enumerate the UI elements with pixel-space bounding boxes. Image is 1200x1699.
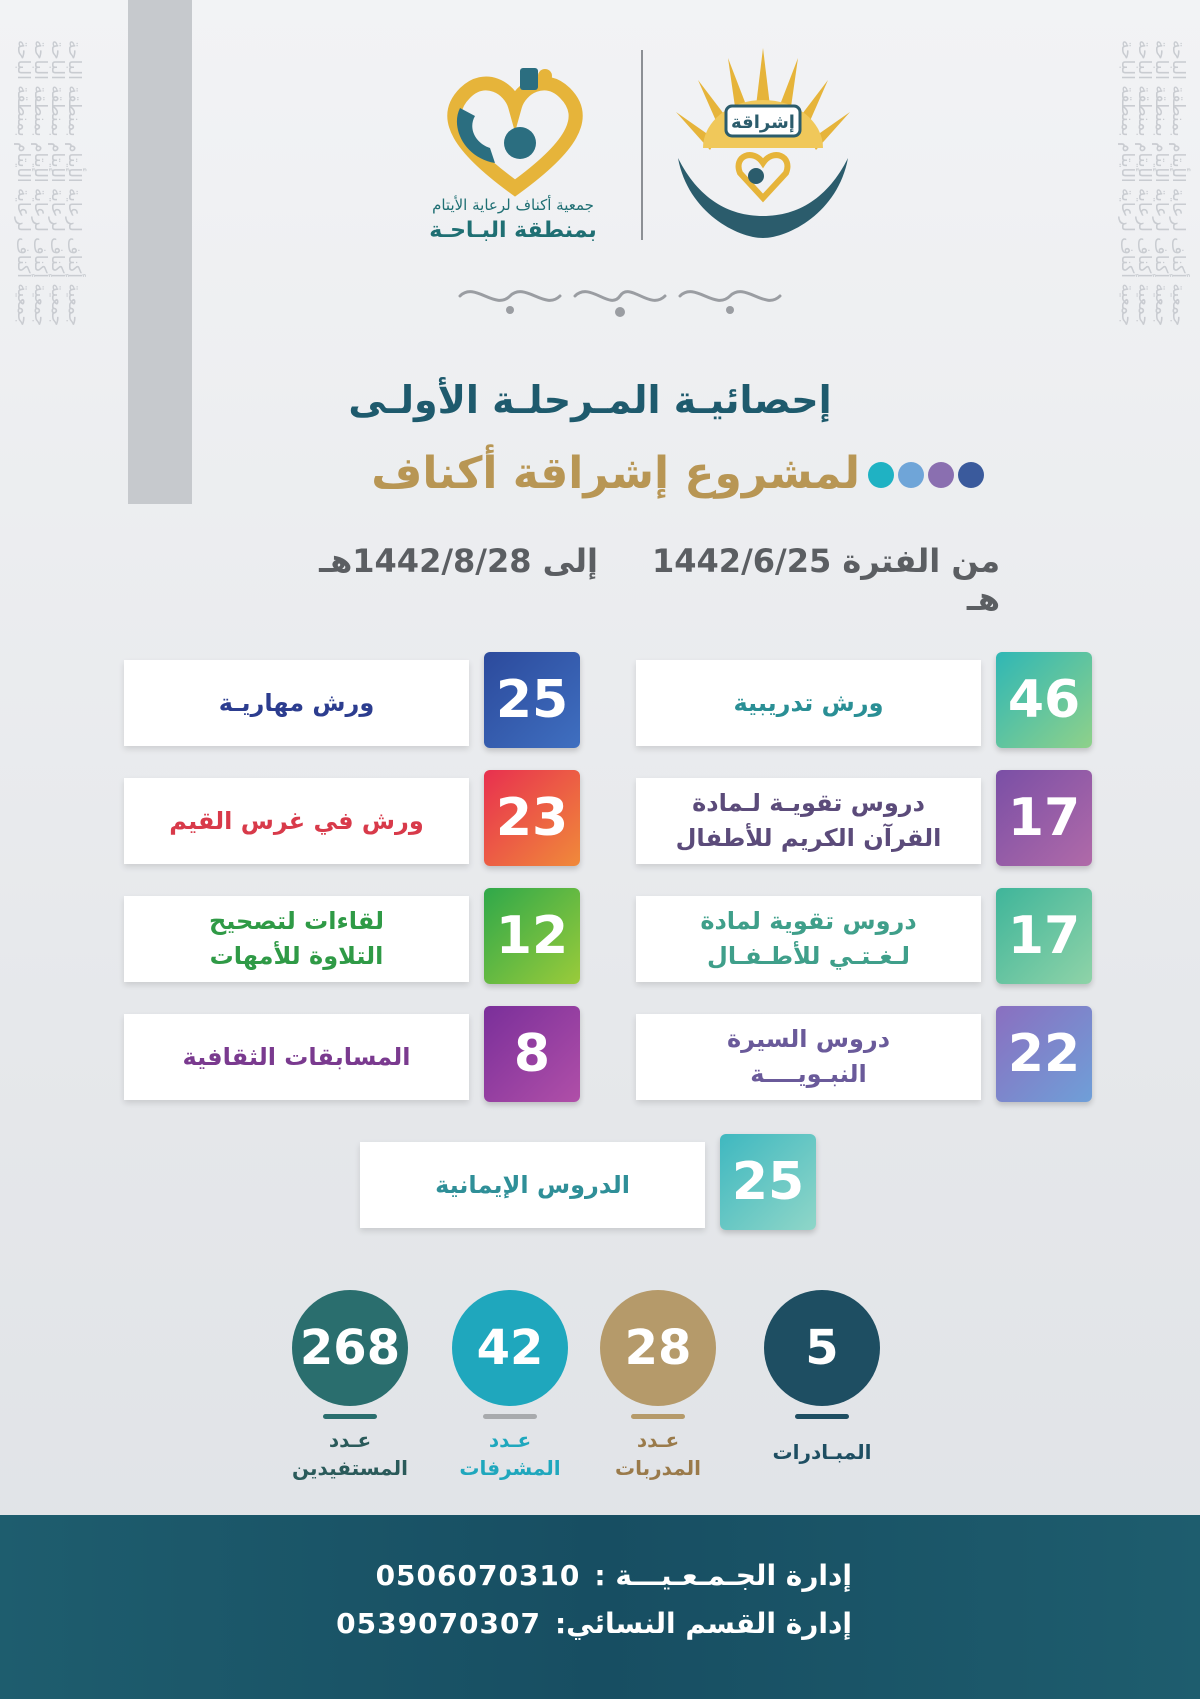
stat-label: المسابقات الثقافية	[182, 1042, 411, 1071]
title-line1: إحصائيـة المـرحلـة الأولـى	[348, 378, 832, 422]
summary-underline	[483, 1414, 537, 1419]
stat-label: لـغـتـي للأطـفـال	[707, 942, 910, 970]
stat-label: ورش تدريبية	[733, 688, 884, 717]
stat-card	[636, 1006, 1092, 1106]
stat-value: 46	[996, 652, 1092, 748]
watermark-text: جمعية أكناف لرعاية الأيتام بمنطقة الباحة	[47, 40, 67, 327]
summary-label: المستفيدين	[292, 1456, 408, 1480]
stat-value: 8	[484, 1006, 580, 1102]
stat-label-box	[636, 660, 981, 746]
watermark-text: جمعية أكناف لرعاية الأيتام بمنطقة الباحة	[64, 40, 84, 327]
watermark-text: جمعية أكناف لرعاية الأيتام بمنطقة الباحة	[1168, 40, 1188, 327]
color-dots	[868, 462, 984, 488]
stat-label: الدروس الإيمانية	[435, 1170, 630, 1199]
stat-value: 23	[484, 770, 580, 866]
stat-label: التلاوة للأمهات	[209, 942, 384, 970]
watermark-text: جمعية أكناف لرعاية الأيتام بمنطقة الباحة	[1134, 40, 1154, 327]
summary-label: المدربات	[615, 1456, 701, 1480]
summary-underline	[795, 1414, 849, 1419]
stat-label: دروس السيرة	[726, 1025, 891, 1054]
watermark-text: جمعية أكناف لرعاية الأيتام بمنطقة الباحة	[30, 40, 50, 327]
summary-label: المشرفات	[459, 1456, 561, 1480]
watermark-text: جمعية أكناف لرعاية الأيتام بمنطقة الباحة	[1117, 40, 1137, 327]
stat-label: ورش في غرس القيم	[169, 806, 424, 835]
stat-value: 17	[996, 888, 1092, 984]
stat-label: ورش مهاريـة	[218, 688, 375, 717]
stat-value: 25	[484, 652, 580, 748]
ornament-divider	[450, 276, 790, 324]
summary-label: المبـادرات	[772, 1440, 872, 1464]
footer-label: إدارة الجـمـعـيـــة :	[594, 1558, 852, 1592]
stat-card	[360, 1134, 816, 1234]
summary-value: 42	[452, 1290, 568, 1406]
stat-card	[636, 770, 1092, 870]
summary-label: عـدد	[488, 1428, 532, 1452]
summary-value: 5	[764, 1290, 880, 1406]
stat-card	[124, 888, 580, 988]
stat-value: 22	[996, 1006, 1092, 1102]
period-to: إلى 1442/8/28هـ	[319, 542, 598, 580]
summary-value: 28	[600, 1290, 716, 1406]
stat-card	[124, 770, 580, 870]
watermark-text: جمعية أكناف لرعاية الأيتام بمنطقة الباحة	[13, 40, 33, 327]
stat-label-box	[124, 1014, 469, 1100]
stat-card	[124, 1006, 580, 1106]
stat-value: 12	[484, 888, 580, 984]
stat-label-box	[636, 896, 981, 982]
watermark-left	[14, 40, 82, 354]
stat-card	[636, 888, 1092, 988]
summary-underline	[323, 1414, 377, 1419]
summary-underline	[631, 1414, 685, 1419]
phone-number[interactable]: 0506070310	[375, 1558, 581, 1592]
stat-value: 25	[720, 1134, 816, 1230]
stat-card	[124, 652, 580, 752]
dot	[958, 462, 984, 488]
summary-value: 268	[292, 1290, 408, 1406]
dot	[898, 462, 924, 488]
footer-label: إدارة القسم النسائي:	[554, 1606, 852, 1640]
org-name-line2: بمنطقة البـاحـة	[429, 218, 597, 243]
stat-label-box	[124, 660, 469, 746]
period-from: من الفترة 1442/6/25 هـ	[652, 542, 1000, 618]
org-name-line1: جمعية أكناف لرعاية الأيتام	[432, 196, 594, 214]
dot	[928, 462, 954, 488]
stat-card	[636, 652, 1092, 752]
summary-label: عـدد	[328, 1428, 372, 1452]
stat-label-box	[636, 1014, 981, 1100]
stat-label: النبـويــــة	[750, 1060, 867, 1088]
stat-label: القرآن الكريم للأطفال	[675, 824, 942, 852]
stat-label-box	[124, 778, 469, 864]
decorative-bar	[128, 0, 192, 504]
footer-contact-association	[372, 1553, 852, 1597]
stat-label-box	[636, 778, 981, 864]
stat-label: دروس تقوية لمادة	[700, 907, 917, 936]
stat-value: 17	[996, 770, 1092, 866]
ishraqa-logo	[668, 48, 858, 248]
footer	[0, 1515, 1200, 1699]
summary-label: عـدد	[636, 1428, 680, 1452]
dot	[868, 462, 894, 488]
watermark-text: جمعية أكناف لرعاية الأيتام بمنطقة الباحة	[1151, 40, 1171, 327]
stat-label-box	[360, 1142, 705, 1228]
watermark-right	[1118, 40, 1186, 354]
title-line2: لمشروع إشراقة أكناف	[371, 448, 860, 499]
stat-label: لقاءات لتصحيح	[208, 907, 385, 936]
svg-text:إشراقة: إشراقة	[731, 112, 795, 133]
stat-label: دروس تقويـة لـمادة	[692, 789, 925, 818]
stat-label-box	[124, 896, 469, 982]
footer-contact-women-section	[336, 1601, 852, 1645]
logo-divider	[641, 50, 643, 240]
phone-number[interactable]: 0539070307	[336, 1606, 541, 1640]
